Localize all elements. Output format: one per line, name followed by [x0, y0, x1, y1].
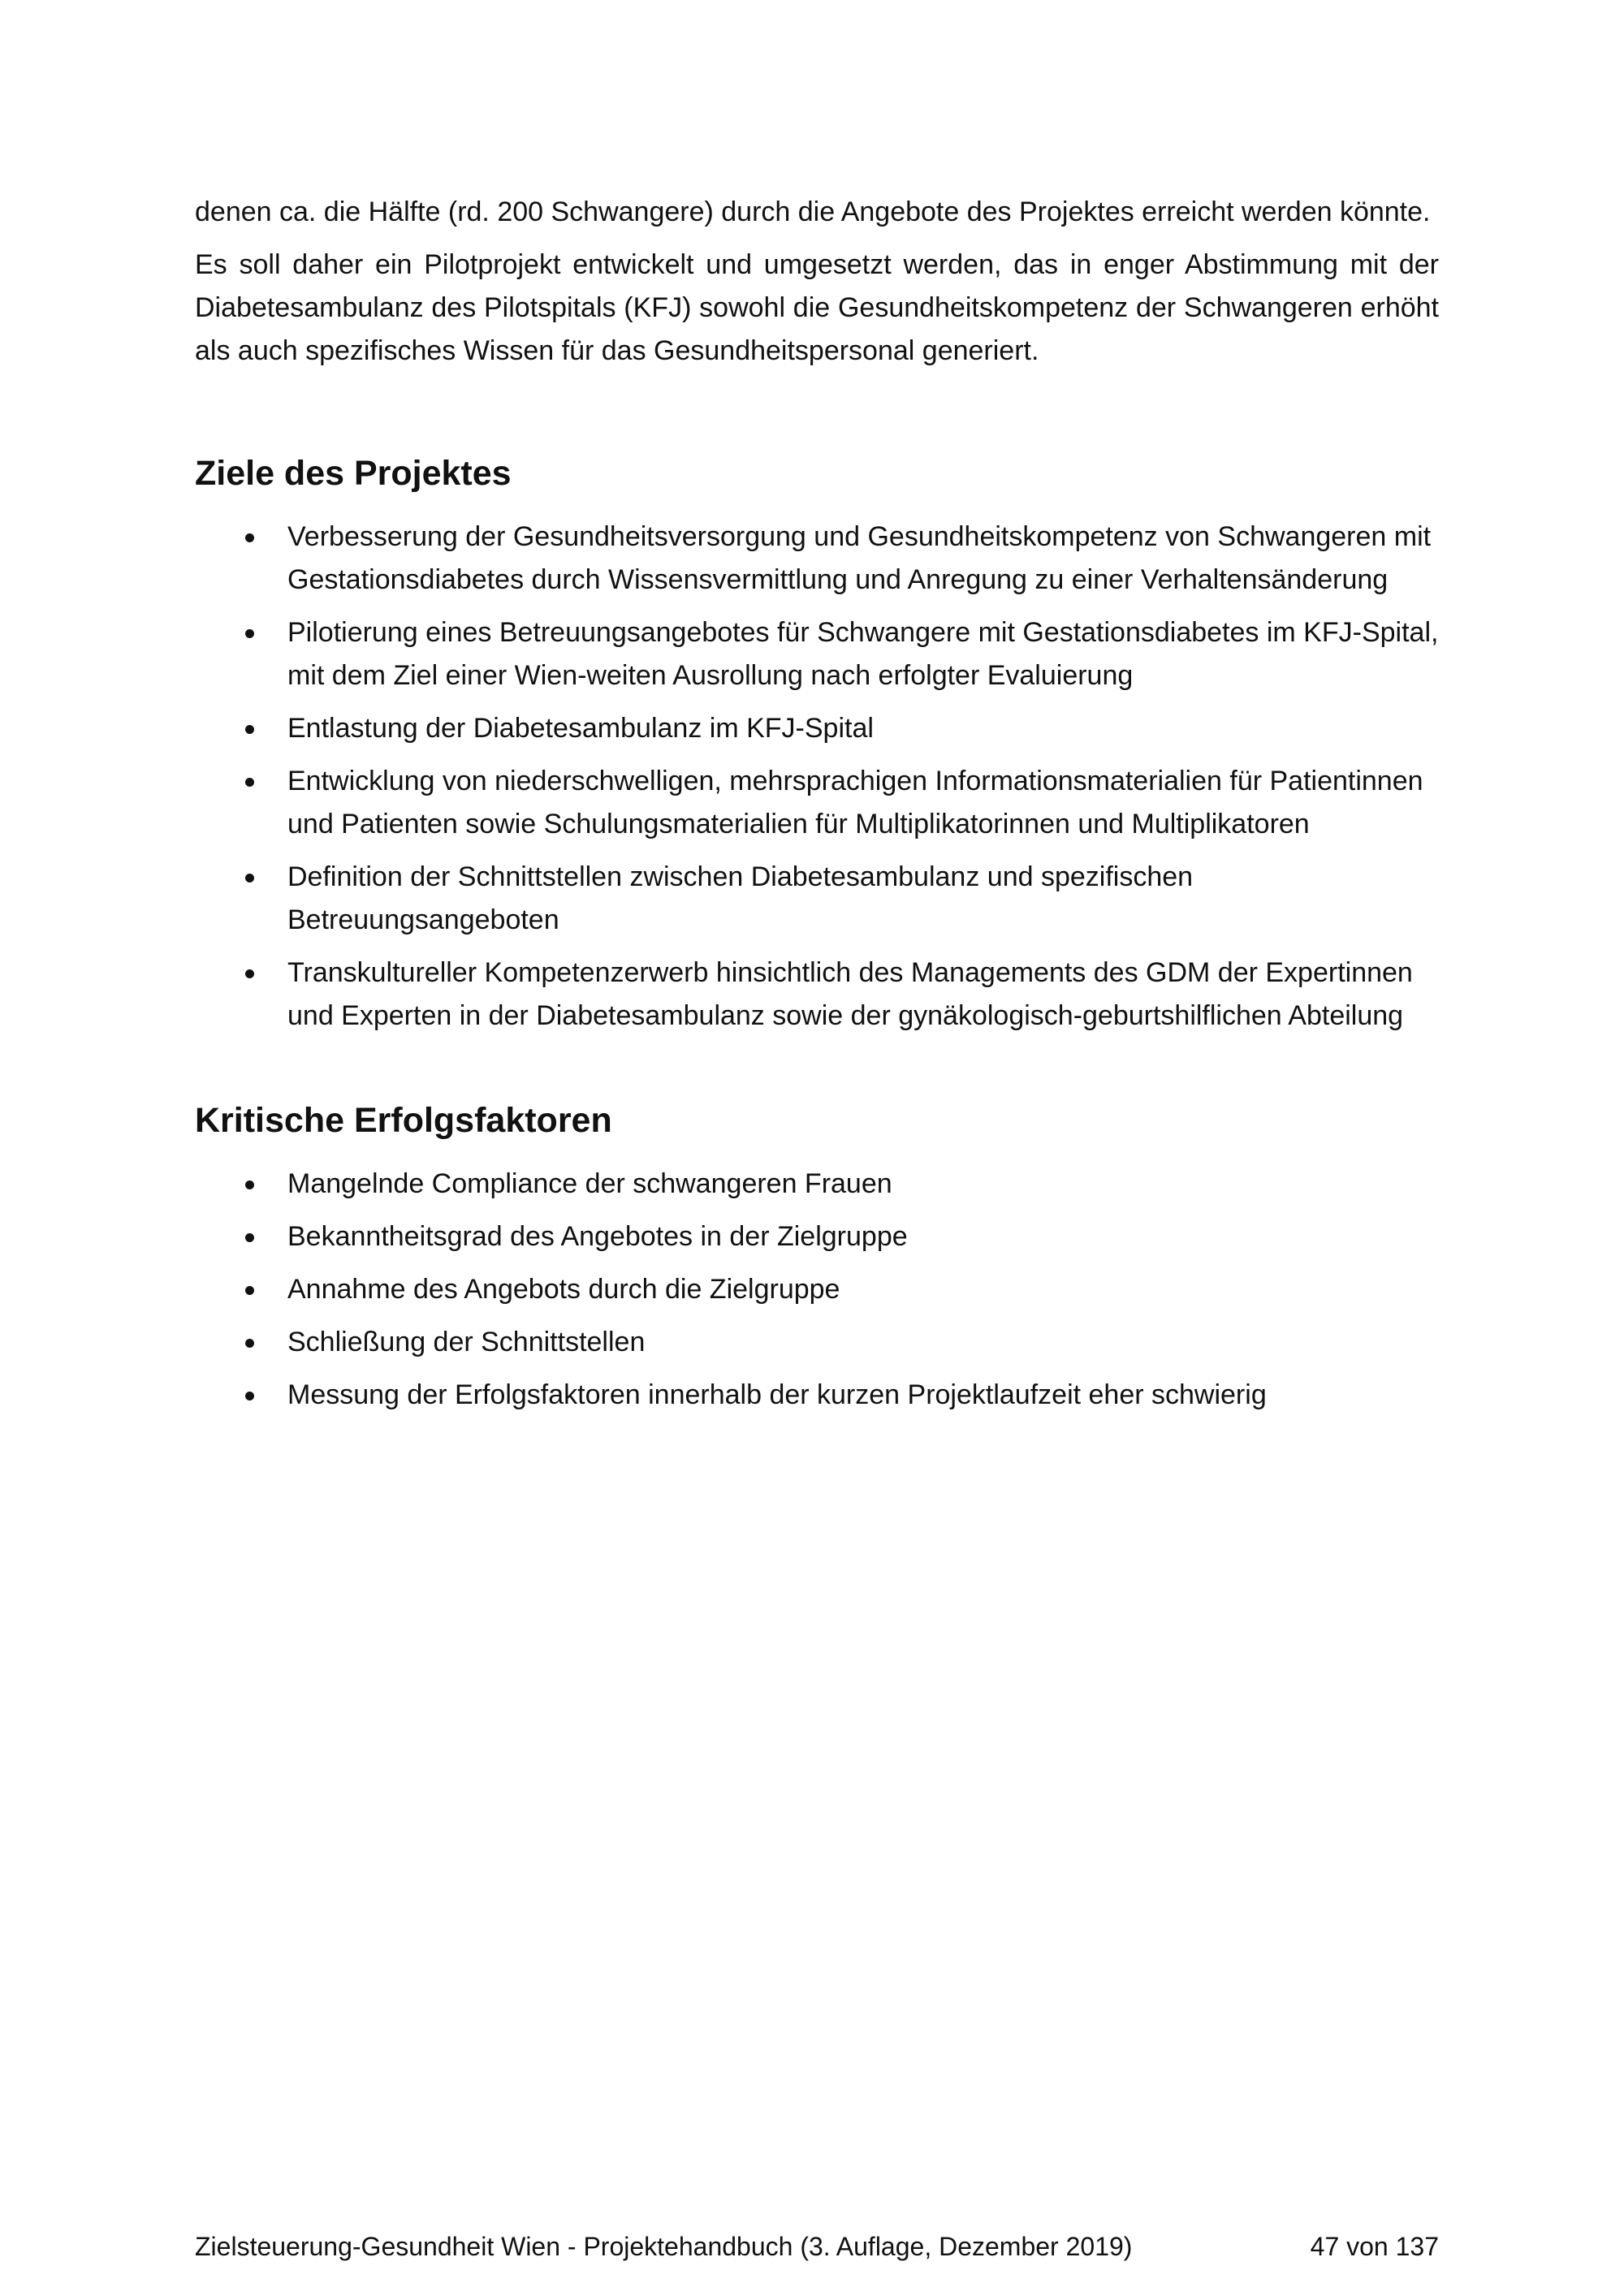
list-item: [195, 1163, 1439, 1206]
bullet-icon: [245, 1233, 254, 1242]
page-footer: [195, 2229, 1439, 2264]
list-item: [195, 760, 1439, 846]
list-item-text: Messung der Erfolgsfaktoren innerhalb der kurzen Projektlaufzeit eher schwierig: [287, 1379, 1267, 1410]
document-body: [195, 191, 1439, 1426]
intro-paragraph-1: denen ca. die Hälfte (rd. 200 Schwangere) durch die Angebote des Projektes erreicht werden könnte.: [195, 196, 1431, 227]
list-item-text: Bekanntheitsgrad des Angebotes in der Zielgruppe: [287, 1221, 908, 1252]
list-item-text: Annahme des Angebots durch die Zielgruppe: [287, 1274, 840, 1305]
list-item-text: Definition der Schnittstellen zwischen Diabetesambulanz und spezifischen Betreuungsangeboten: [287, 861, 1194, 935]
bullet-icon: [245, 778, 254, 787]
list-item: [195, 516, 1439, 602]
list-item-text: Schließung der Schnittstellen: [287, 1327, 646, 1357]
list-item: [195, 1321, 1439, 1364]
footer-title: Zielsteuerung-Gesundheit Wien - Projektehandbuch (3. Auflage, Dezember 2019): [195, 2232, 1133, 2261]
goals-list: [195, 516, 1439, 1038]
list-item-text: Verbesserung der Gesundheitsversorgung und Gesundheitskompetenz von Schwangeren mit Gestationsdiabetes durch Wissensvermittlung und Anregung zu einer Verhaltensänderung: [287, 521, 1432, 595]
list-item: [195, 1215, 1439, 1258]
list-item: [195, 1268, 1439, 1311]
bullet-icon: [245, 969, 254, 978]
bullet-icon: [245, 1180, 254, 1189]
bullet-icon: [245, 1392, 254, 1400]
section-heading-factors: Kritische Erfolgsfaktoren: [195, 1101, 612, 1140]
list-item: [195, 952, 1439, 1038]
page-number: 47 von 137: [1310, 2232, 1439, 2261]
factors-list: [195, 1163, 1439, 1417]
bullet-icon: [245, 725, 254, 734]
list-item: [195, 707, 1439, 750]
list-item: [195, 611, 1439, 697]
list-item-text: Entlastung der Diabetesambulanz im KFJ-Spital: [287, 713, 874, 744]
list-item-text: Transkultureller Kompetenzerwerb hinsichtlich des Managements des GDM der Expertinnen und Experten in der Diabetesambulanz sowie der gynäkologisch-geburtshilflichen Abteilung: [287, 957, 1413, 1031]
list-item: [195, 1374, 1439, 1417]
bullet-icon: [245, 1339, 254, 1348]
list-item-text: Mangelnde Compliance der schwangeren Frauen: [287, 1168, 892, 1199]
bullet-icon: [245, 1286, 254, 1295]
list-item-text: Pilotierung eines Betreuungsangebotes für Schwangere mit Gestationsdiabetes im KFJ-Spital, mit dem Ziel einer Wien-weiten Ausrollung nach erfolgter Evaluierung: [287, 617, 1439, 691]
bullet-icon: [245, 629, 254, 638]
bullet-icon: [245, 533, 254, 542]
section-heading-goals: Ziele des Projektes: [195, 454, 512, 493]
bullet-icon: [245, 874, 254, 883]
list-item: [195, 856, 1439, 942]
list-item-text: Entwicklung von niederschwelligen, mehrsprachigen Informationsmaterialien für Patientinnen und Patienten sowie Schulungsmaterialien für Multiplikatorinnen und Multiplikatoren: [287, 766, 1423, 839]
intro-paragraph-2: Es soll daher ein Pilotprojekt entwickelt und umgesetzt werden, das in enger Abstimmung mit der Diabetesambulanz des Pilotspitals (KFJ) sowohl die Gesundheitskompetenz der Schwangeren erhöht als auch spezifisches Wissen für das Gesundheitspersonal generiert.: [195, 249, 1439, 366]
